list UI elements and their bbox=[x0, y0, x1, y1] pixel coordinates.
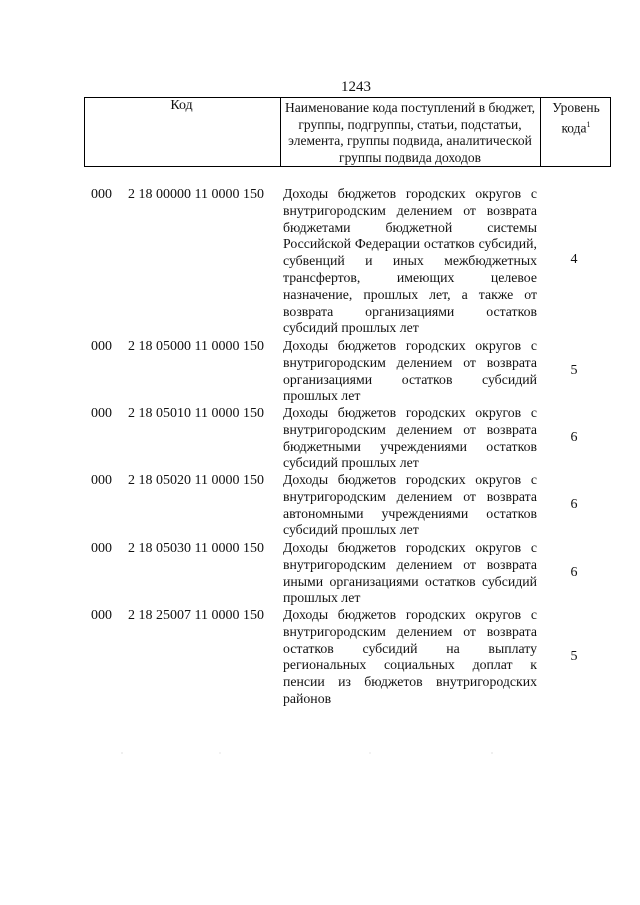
income-name: Доходы бюджетов городских округов с внутригородским делением от возврата автономными учреждениями остатков субсидий прошлых лет bbox=[283, 472, 537, 538]
income-code: 2 18 25007 11 0000 150 bbox=[128, 608, 264, 623]
admin-code: 000 bbox=[91, 608, 112, 623]
code-level: 6 bbox=[570, 497, 578, 512]
code-level: 4 bbox=[570, 252, 578, 267]
admin-code: 000 bbox=[91, 473, 112, 488]
code-level: 5 bbox=[570, 649, 578, 664]
income-code: 2 18 05010 11 0000 150 bbox=[128, 406, 264, 421]
admin-code: 000 bbox=[91, 406, 112, 421]
header-code: Код bbox=[170, 98, 193, 113]
code-level: 6 bbox=[570, 430, 578, 445]
scan-noise bbox=[120, 752, 520, 754]
income-name: Доходы бюджетов городских округов с внутригородским делением от возврата остатков субсидий на выплату региональных социальных доплат к пенсии из бюджетов внутригородских районов bbox=[283, 607, 537, 706]
admin-code: 000 bbox=[91, 339, 112, 354]
income-name: Доходы бюджетов городских округов с внутригородским делением от возврата бюджетами бюджетной системы Российской Федерации остатков субсидий, субвенций и иных межбюджетных трансфертов, имеющих целевое назначение, прошлых лет, а также от возврата организациями остатков субсидий прошлых лет bbox=[283, 186, 537, 336]
header-level: Уровень кода$^1$ bbox=[552, 100, 600, 135]
income-code: 2 18 05030 11 0000 150 bbox=[128, 541, 264, 556]
admin-code: 000 bbox=[91, 187, 112, 202]
code-level: 6 bbox=[570, 565, 578, 580]
income-code: 2 18 05000 11 0000 150 bbox=[128, 339, 264, 354]
income-name: Доходы бюджетов городских округов с внутригородским делением от возврата организациями остатков субсидий прошлых лет bbox=[283, 338, 537, 404]
income-name: Доходы бюджетов городских округов с внутригородским делением от возврата бюджетными учреждениями остатков субсидий прошлых лет bbox=[283, 405, 537, 471]
admin-code: 000 bbox=[91, 541, 112, 556]
footnote-marker: 1 bbox=[586, 119, 591, 129]
header-name: Наименование кода поступлений в бюджет, группы, подгруппы, статьи, подстатьи, элемента, группы подвида, аналитической группы подвида доходов bbox=[284, 100, 535, 165]
code-level: 5 bbox=[570, 363, 578, 378]
income-code: 2 18 00000 11 0000 150 bbox=[128, 187, 264, 202]
income-code: 2 18 05020 11 0000 150 bbox=[128, 473, 264, 488]
income-name: Доходы бюджетов городских округов с внутригородским делением от возврата иными организациями остатков субсидий прошлых лет bbox=[283, 540, 537, 606]
